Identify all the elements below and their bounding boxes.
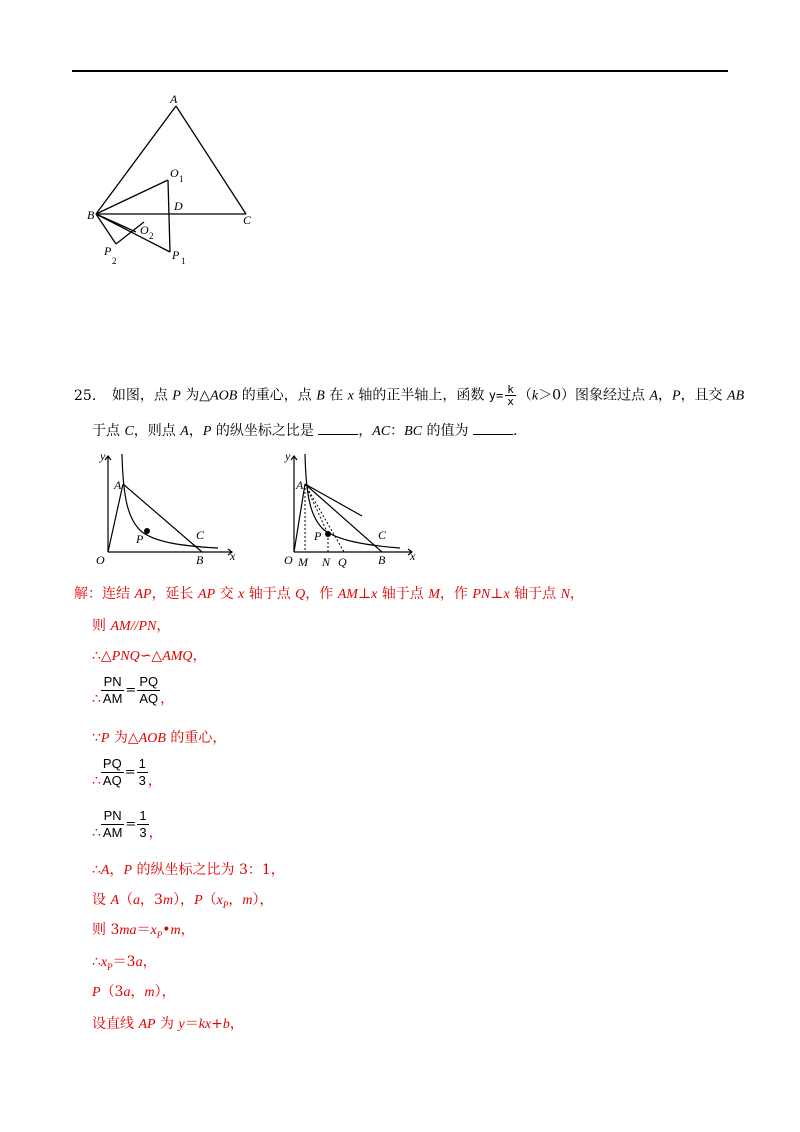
fraction (137, 808, 148, 841)
solution-fraction-3 (92, 808, 163, 841)
q-text: 如图，点 (111, 387, 173, 404)
label-c: C (378, 528, 387, 542)
frac-num: PN (101, 674, 125, 691)
sol-var: x (216, 893, 223, 908)
sol-var: b (222, 1017, 230, 1032)
sol-var: M (428, 587, 440, 602)
label-q: Q (338, 555, 347, 569)
sol-text: 轴于点 (244, 586, 296, 602)
figure-graph-2 (272, 448, 422, 573)
q-text: ，且交 (680, 387, 728, 404)
sol-var: P (123, 863, 133, 878)
q-text: ， (358, 423, 373, 439)
axis-label-x: x (230, 549, 236, 563)
label-c: C (243, 213, 252, 227)
q-text: ， (658, 387, 672, 404)
q-var: AC (372, 424, 391, 439)
sol-var: AM//PN (110, 619, 157, 634)
sol-text: 设直线 (92, 1016, 139, 1032)
question-number: 25． (74, 387, 106, 404)
sol-var: kx (198, 1017, 212, 1032)
solution-line-9 (92, 890, 273, 916)
sol-var: AP (198, 587, 216, 602)
q-text: ， (188, 423, 203, 439)
label-p2-sub: 2 (112, 256, 117, 266)
edge-ac (176, 106, 246, 214)
sol-text: + (211, 1016, 223, 1032)
equals-sign: = (125, 816, 137, 832)
label-d: D (174, 199, 183, 213)
sol-text: ∴ (92, 773, 101, 789)
function-numerator: k (507, 383, 514, 396)
segment-oa (294, 484, 305, 552)
solution-line-13 (92, 1014, 244, 1035)
sol-text: 为△ (109, 730, 139, 746)
label-m: M (298, 555, 308, 569)
sol-var: P (100, 731, 110, 746)
segment-ac-extension (305, 484, 362, 516)
sol-var: a (123, 985, 131, 1000)
sol-text: ，作 (305, 586, 338, 602)
sol-text: （ (202, 892, 217, 908)
sol-var: A (110, 893, 120, 908)
sol-text: ＝ (136, 922, 151, 938)
segment-ab (123, 484, 202, 552)
label-n: N (322, 555, 331, 569)
frac-den: AM (102, 691, 123, 706)
q-text: 的值为 (422, 423, 473, 439)
q-var: AOB (210, 388, 238, 404)
sol-text: ＝3 (112, 954, 136, 970)
sol-text: ， (180, 922, 195, 938)
sol-var: x (503, 587, 510, 602)
sol-text: ， (229, 1016, 244, 1032)
sol-text: 解：连结 (74, 586, 135, 602)
q-text: 于点 (92, 423, 125, 439)
sol-var: y (178, 1017, 185, 1032)
fraction (101, 674, 125, 707)
sol-text: ∴△ (92, 648, 112, 664)
sol-var: a (133, 893, 141, 908)
q-text: ： (390, 423, 405, 439)
sol-text: ，延长 (151, 586, 199, 602)
frac-den: 3 (138, 773, 146, 788)
sol-var: ma (119, 923, 137, 938)
sol-text: ， (148, 825, 163, 841)
q-var: B (316, 388, 325, 404)
sol-text: 轴于点 (377, 586, 429, 602)
label-c: C (196, 528, 205, 542)
sol-text: • (162, 922, 171, 938)
function-denominator: x (507, 395, 514, 408)
sol-text: ∴ (92, 825, 101, 841)
frac-num: 1 (138, 756, 146, 771)
q-text: 轴的正半轴上，函数 (353, 387, 489, 404)
sol-text: ∽△ (139, 648, 163, 664)
sol-var: m (242, 893, 253, 908)
frac-den: AM (102, 825, 123, 840)
sol-text: ）， (252, 892, 274, 908)
sol-var: A (100, 863, 110, 878)
equals-sign: = (124, 764, 136, 780)
sol-text: ∴ (92, 862, 101, 878)
q-var: BC (404, 424, 423, 439)
q-var: AB (727, 388, 745, 404)
answer-blank-2[interactable] (473, 420, 513, 435)
sol-var: a (135, 955, 143, 970)
sol-text: ， (156, 618, 171, 634)
sol-var: Q (295, 587, 306, 602)
q-var: P (172, 388, 181, 404)
solution-line-2 (92, 616, 170, 637)
edge-ab (96, 106, 176, 214)
point-p (144, 528, 150, 534)
sol-text: 设 (92, 892, 111, 908)
sol-var: x (100, 955, 108, 970)
q-text: ＞0）图象经过点 (538, 387, 650, 404)
sol-var: P (107, 961, 113, 972)
sol-text: ， (109, 862, 124, 878)
q-text: ，则点 (133, 423, 181, 439)
frac-den: AQ (139, 691, 159, 706)
solution-fraction-1 (92, 674, 174, 707)
sol-text: ， (192, 648, 207, 664)
sol-var: AP (134, 587, 152, 602)
function-fraction (505, 384, 516, 407)
frac-num: 1 (139, 808, 147, 823)
sol-text: ，作 (439, 586, 473, 602)
sol-var: N (560, 587, 570, 602)
solution-line-11 (92, 952, 157, 978)
sol-var: P (92, 985, 101, 1000)
sol-text: ， (147, 773, 162, 789)
label-a: A (170, 92, 178, 106)
label-b: B (87, 208, 95, 222)
label-p1: P (172, 248, 180, 262)
sol-var: x (238, 587, 245, 602)
solution-line-8 (92, 860, 285, 881)
sol-text: （ (119, 892, 134, 908)
sol-var: AM (337, 587, 358, 602)
label-o1: O (170, 166, 179, 180)
axis-label-y: y (100, 449, 106, 463)
q-var: P (672, 388, 681, 404)
label-p2: P (104, 244, 112, 258)
sol-text: ＝ (184, 1016, 199, 1032)
function-lhs: y= (488, 388, 504, 403)
fraction (101, 756, 124, 789)
q-text: 为△ (180, 387, 211, 404)
fraction (101, 808, 125, 841)
sol-var: m (144, 985, 155, 1000)
sol-var: P (222, 899, 229, 910)
edge-o1p1 (168, 180, 170, 252)
frac-num: PN (101, 808, 125, 825)
label-p: P (314, 529, 322, 543)
solution-line-10 (92, 920, 195, 946)
label-o: O (96, 553, 105, 567)
frac-num: PQ (139, 674, 159, 689)
q-var: C (124, 424, 134, 439)
header-rule (72, 70, 728, 72)
q-text: 在 (324, 387, 348, 404)
sol-text: 轴于点 (509, 586, 561, 602)
q-var: P (202, 424, 212, 439)
q-var: A (649, 388, 658, 404)
sol-var: P (194, 893, 203, 908)
question-line-1 (74, 384, 744, 408)
label-o1-sub: 1 (179, 174, 184, 184)
label-p1-sub: 1 (181, 256, 186, 266)
sol-var: AMQ (162, 649, 193, 664)
sol-var: AP (138, 1017, 156, 1032)
q-text: . (512, 423, 518, 439)
label-a: A (296, 478, 304, 492)
label-o2: O (140, 223, 149, 237)
sol-text: ， (130, 984, 145, 1000)
solution-fraction-2 (92, 756, 162, 789)
sol-text: ， (569, 586, 584, 602)
label-p: P (136, 532, 144, 546)
point-p (325, 531, 331, 537)
fraction (137, 756, 148, 789)
sol-text: 的纵坐标之比为 3：1， (132, 862, 285, 878)
solution-line-1 (74, 584, 584, 605)
sol-text: ）， (154, 984, 176, 1000)
q-text: 的纵坐标之比是 (211, 423, 319, 439)
equals-sign: = (125, 682, 137, 698)
label-a: A (114, 478, 122, 492)
frac-den: 3 (139, 825, 147, 840)
sol-var: AOB (138, 731, 166, 746)
sol-text: 则 (92, 618, 111, 634)
sol-text: 的重心， (165, 730, 227, 746)
q-text: 的重心，点 (237, 387, 317, 404)
sol-text: （3 (100, 984, 124, 1000)
sol-text: ，3 (140, 892, 163, 908)
figure-graph-1 (90, 448, 240, 573)
sol-text: 为 (155, 1016, 179, 1032)
frac-den: AQ (102, 773, 122, 788)
sol-text: ⊥ (357, 586, 372, 602)
sol-text: ， (228, 892, 243, 908)
figure-triangle-abc (86, 92, 276, 272)
label-o: O (284, 553, 293, 567)
sol-var: x (150, 923, 157, 938)
frac-num: PQ (102, 756, 122, 771)
label-b: B (196, 553, 204, 567)
sol-text: ∴ (92, 954, 101, 970)
edge-bo1 (96, 180, 168, 214)
sol-var: PNQ (111, 649, 140, 664)
sol-var: m (170, 923, 181, 938)
sol-text: ∵ (92, 730, 101, 746)
sol-var: m (162, 893, 174, 908)
axis-label-y: y (285, 449, 291, 463)
label-b: B (378, 553, 386, 567)
sol-text: ⊥ (490, 586, 504, 602)
q-var: k (531, 388, 539, 404)
solution-line-5 (92, 728, 226, 749)
sol-var: x (371, 587, 378, 602)
q-var: x (347, 388, 354, 404)
segment-oa (108, 484, 123, 552)
fraction (137, 674, 160, 707)
sol-var: P (156, 929, 163, 940)
sol-text: ， (142, 954, 157, 970)
sol-text: ）， (173, 892, 195, 908)
answer-blank-1[interactable] (318, 420, 358, 435)
segment-aq (305, 484, 344, 552)
question-line-2 (92, 420, 517, 443)
solution-line-12 (92, 982, 176, 1003)
sol-text: ， (160, 691, 175, 707)
sol-text: 交 (215, 586, 239, 602)
label-o2-sub: 2 (149, 231, 154, 241)
q-var: A (180, 424, 189, 439)
solution-line-3 (92, 646, 207, 667)
segment-ap (305, 484, 328, 534)
axis-label-x: x (410, 549, 416, 563)
q-text: （ (517, 387, 532, 404)
sol-var: PN (472, 587, 491, 602)
sol-text: ∴ (92, 691, 101, 707)
sol-text: 则 3 (92, 922, 120, 938)
